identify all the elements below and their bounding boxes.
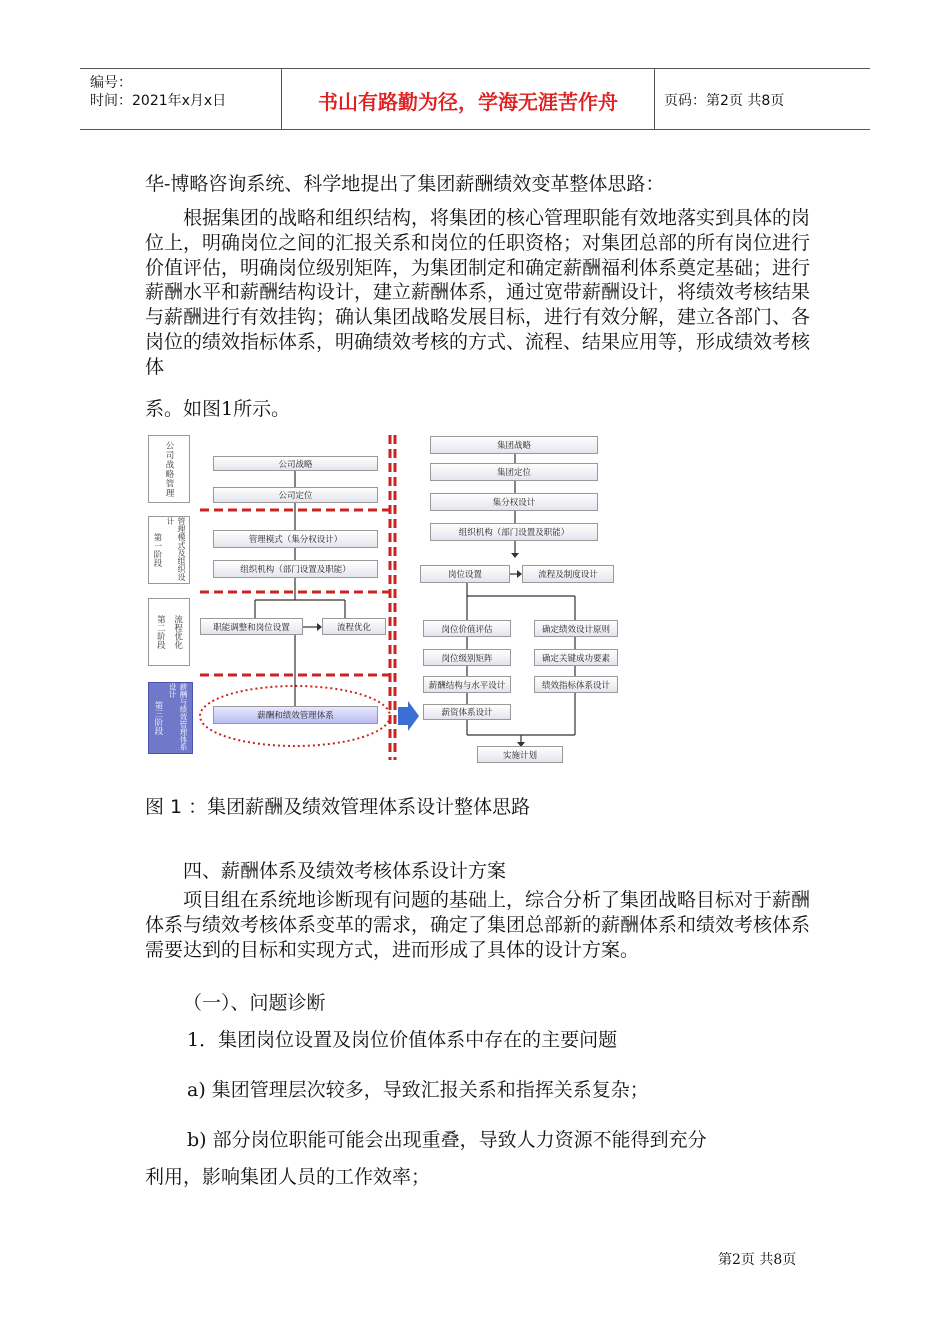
item-b-line-2: 利用，影响集团人员的工作效率； [145, 1166, 431, 1188]
stage-three: 第三阶段 薪酬与绩效管理体系设计 [148, 682, 193, 754]
box-management-mode: 管理模式（集分权设计） [213, 530, 378, 548]
box-group-positioning: 集团定位 [430, 463, 598, 481]
paragraph-1: 根据集团的战略和组织结构，将集团的核心管理职能有效地落实到具体的岗位上，明确岗位之间的汇报关系和岗位的任职资格；对集团总部的所有岗位进行价值评估，明确岗位级别矩阵，为集团制定和确定薪酬福利体系奠定基础；进行薪酬水平和薪酬结构设计，建立薪酬体系，通过宽带薪酬设计，将绩效考核结果与薪酬进行有效挂钩；确认集团战略发展目标，进行有效分解，建立各部门、各岗位的绩效指标体系，明确绩效考核的方式、流程、结果应用等，形成绩效考核体 [145, 207, 811, 378]
box-process-optimization: 流程优化 [322, 618, 386, 635]
paragraph-1-end: 系。如图1所示。 [145, 398, 291, 420]
footer-page-number: 第2页 共8页 [718, 1252, 797, 1268]
stage-strategy-management: 公司战略管理 [148, 435, 190, 503]
item-a: a) 集团管理层次较多，导致汇报关系和指挥关系复杂； [187, 1079, 649, 1101]
box-salary-structure: 薪酬结构与水平设计 [423, 676, 511, 693]
figure-1-diagram [145, 430, 625, 770]
box-centralization-design: 集分权设计 [430, 493, 598, 511]
box-company-positioning: 公司定位 [213, 487, 378, 503]
box-company-strategy: 公司战略 [213, 456, 378, 471]
box-implementation-plan: 实施计划 [477, 746, 563, 763]
sub-title: （一）、问题诊断 [183, 992, 326, 1014]
header-top-rule [80, 68, 870, 69]
box-position-setting: 岗位设置 [420, 565, 510, 583]
box-function-adjustment: 职能调整和岗位设置 [200, 618, 303, 635]
box-performance-principles: 确定绩效设计原则 [534, 620, 618, 637]
box-salary-performance-system: 薪酬和绩效管理体系 [213, 706, 378, 724]
doc-date-label: 时间：2021年x月x日 [90, 93, 227, 109]
box-process-system-design: 流程及制度设计 [522, 565, 614, 583]
header-page-info: 页码：第2页 共8页 [664, 93, 785, 109]
paragraph-2: 项目组在系统地诊断现有问题的基础上，综合分析了集团战略目标对于薪酬体系与绩效考核体系变革的需求，确定了集团总部新的薪酬体系和绩效考核体系需要达到的目标和实现方式，进而形成了具体的设计方案。 [145, 889, 811, 961]
box-group-strategy: 集团战略 [430, 436, 598, 454]
box-org-structure: 组织机构（部门设置及职能） [213, 560, 378, 578]
header-divider-right [654, 68, 655, 130]
figure-caption: 图 1 ：集团薪酬及绩效管理体系设计整体思路 [145, 796, 531, 818]
box-position-evaluation: 岗位价值评估 [423, 620, 511, 637]
header-bottom-rule [80, 129, 870, 130]
item-1: 1．集团岗位设置及岗位价值体系中存在的主要问题 [187, 1029, 618, 1051]
intro-line: 华-博略咨询系统、科学地提出了集团薪酬绩效变革整体思路： [145, 173, 665, 195]
stage-two: 第二阶段 流程优化 [148, 598, 190, 666]
header-motto: 书山有路勤为径，学海无涯苦作舟 [318, 90, 618, 114]
box-salary-system: 薪资体系设计 [423, 704, 511, 720]
box-performance-indicators: 绩效指标体系设计 [534, 676, 618, 693]
item-b-line-1: b) 部分岗位职能可能会出现重叠，导致人力资源不能得到充分 [187, 1129, 707, 1151]
box-position-matrix: 岗位级别矩阵 [423, 649, 511, 666]
section-title: 四、薪酬体系及绩效考核体系设计方案 [183, 860, 507, 882]
box-group-org-structure: 组织机构（部门设置及职能） [430, 523, 598, 541]
doc-number-label: 编号： [90, 75, 132, 91]
box-key-success-factors: 确定关键成功要素 [534, 649, 618, 666]
transition-arrow [398, 701, 419, 731]
stage-one: 第一阶段 管理模式及组织设计 [148, 516, 190, 584]
